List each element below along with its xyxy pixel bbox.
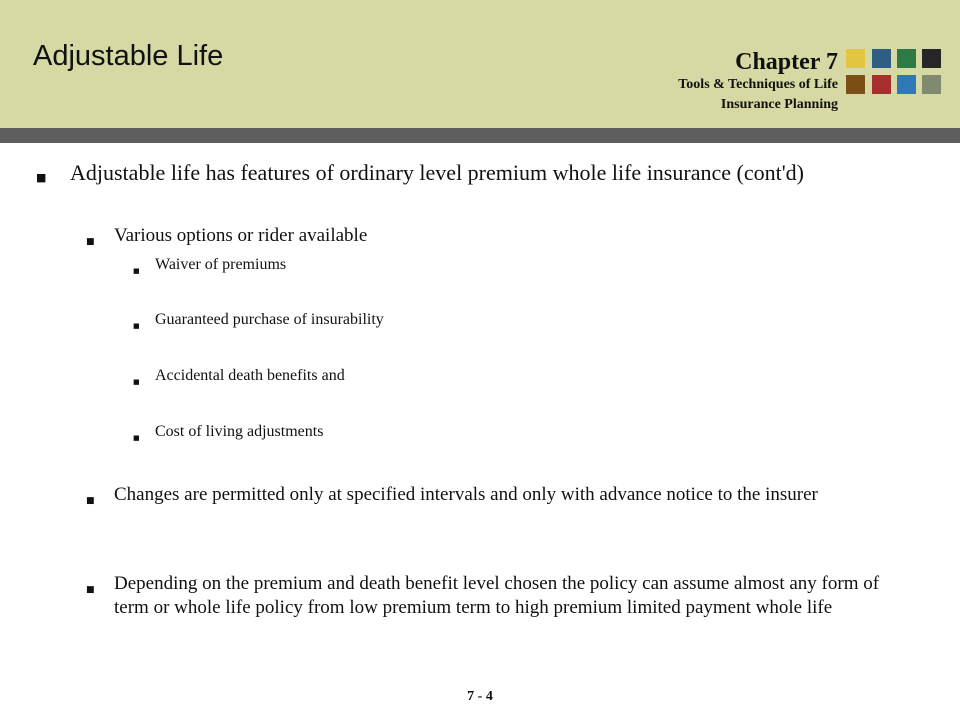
chapter-block [678,49,838,115]
color-swatch [922,49,941,68]
list-item-text: Cost of living adjustments [155,423,324,440]
color-swatch [846,75,865,94]
square-bullet-icon: ■ [86,237,95,247]
main-bullet-text: Adjustable life has features of ordinary level premium whole life insurance (cont'd) [70,160,804,185]
square-bullet-icon: ■ [133,434,140,442]
page-number: 7 - 4 [467,689,493,704]
chapter-label: Chapter 7 [735,49,838,75]
chapter-subtitle-line-2: Insurance Planning [720,97,838,112]
list-item [133,310,833,336]
list-item [133,366,833,392]
color-swatch [872,49,891,68]
sub-bullet-changes-text: Changes are permitted only at specified intervals and only with advance notice to the insurer [114,484,818,505]
square-bullet-icon: ■ [36,171,47,184]
list-item-text: Waiver of premiums [155,256,287,273]
color-swatch [872,75,891,94]
slide-title: Adjustable Life [33,40,224,72]
list-item [133,422,833,448]
chapter-subtitle-line-1: Tools & Techniques of Life [678,77,838,92]
main-bullet [36,160,896,191]
sub-bullet-options-text: Various options or rider available [114,225,368,246]
square-bullet-icon: ■ [133,322,140,330]
sub-bullet-depending [86,572,916,620]
sub-bullet-options [86,224,886,254]
color-swatch [897,49,916,68]
color-swatch [897,75,916,94]
list-item-text: Guaranteed purchase of insurability [155,311,384,328]
square-bullet-icon: ■ [86,585,95,595]
sub-bullet-depending-text: Depending on the premium and death benefit level chosen the policy can assume almost any form of term or whole life policy from low premium term to high premium limited payment whole life [114,573,880,618]
list-item-text: Accidental death benefits and [155,367,345,384]
list-item [133,255,833,281]
square-bullet-icon: ■ [133,378,140,386]
sub-bullet-changes [86,483,916,513]
square-bullet-icon: ■ [133,267,140,275]
color-swatch [846,49,865,68]
square-bullet-icon: ■ [86,496,95,506]
header-divider [0,128,960,143]
color-swatch [922,75,941,94]
